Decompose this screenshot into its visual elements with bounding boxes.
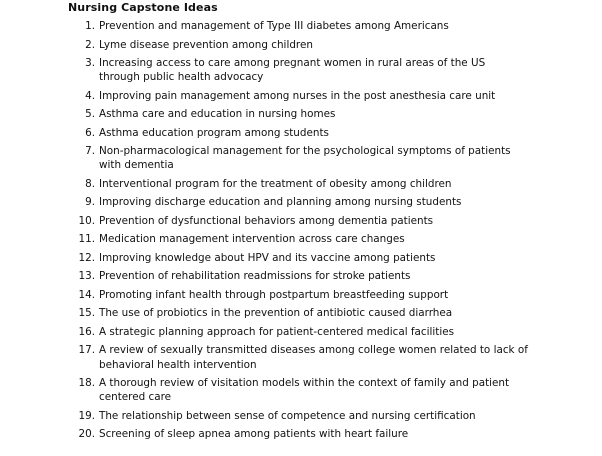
list-item: [0, 288, 602, 302]
list-item-number: 7.: [85, 145, 95, 158]
list-item: [0, 409, 602, 423]
list-item: [0, 376, 602, 404]
list-item: [0, 343, 602, 371]
list-item-text: Medication management intervention across care changes: [99, 233, 405, 246]
list-item-number: 12.: [78, 251, 95, 264]
list-item: [0, 38, 602, 52]
document-title: Nursing Capstone Ideas: [68, 1, 218, 14]
list-item-text: Improving discharge education and planning among nursing students: [99, 196, 462, 209]
list-item-text: A thorough review of visitation models within the context of family and patient centered care: [99, 377, 510, 404]
list-item-number: 5.: [85, 108, 95, 121]
list-item: [0, 427, 602, 441]
list-item: [0, 56, 602, 84]
list-item-number: 10.: [78, 214, 95, 227]
list-item-number: 6.: [85, 126, 95, 139]
list-item: [0, 251, 602, 265]
list-item-text: Improving pain management among nurses in the post anesthesia care unit: [99, 89, 496, 102]
list-item-text: The use of probiotics in the prevention of antibiotic caused diarrhea: [99, 307, 453, 320]
list-item-text: Prevention of rehabilitation readmissions for stroke patients: [99, 270, 411, 283]
list-item: [0, 144, 602, 172]
list-item-number: 1.: [85, 20, 95, 32]
list-item-text: Asthma education program among students: [99, 126, 329, 139]
list-item-text: Asthma care and education in nursing homes: [99, 108, 336, 121]
list-item: [0, 126, 602, 140]
list-item-number: 15.: [78, 307, 95, 320]
list-item: [0, 19, 602, 33]
list-item-number: 3.: [85, 57, 95, 69]
list-item: [0, 214, 602, 228]
capstone-ideas-list: [0, 19, 602, 446]
list-item: [0, 195, 602, 209]
list-item: [0, 325, 602, 339]
list-item-number: 9.: [85, 196, 95, 209]
list-item-number: 8.: [85, 177, 95, 190]
list-item-number: 13.: [78, 270, 95, 283]
list-item-number: 19.: [78, 409, 95, 422]
list-item: [0, 107, 602, 121]
list-item-text: Improving knowledge about HPV and its vaccine among patients: [99, 251, 436, 264]
list-item-number: 17.: [78, 344, 95, 357]
list-item-number: 4.: [85, 89, 95, 102]
list-item-text: A review of sexually transmitted diseases among college women related to lack of behavioral health intervention: [99, 344, 528, 371]
list-item: [0, 89, 602, 103]
list-item-text: Prevention and management of Type III diabetes among Americans: [99, 20, 449, 32]
list-item-number: 14.: [78, 288, 95, 301]
list-item: [0, 269, 602, 283]
list-item-text: Interventional program for the treatment of obesity among children: [99, 177, 452, 190]
list-item-text: Non-pharmacological management for the psychological symptoms of patients with dementia: [99, 145, 511, 172]
list-item-text: The relationship between sense of competence and nursing certification: [99, 409, 476, 422]
list-item-number: 11.: [78, 233, 95, 246]
list-item-text: Increasing access to care among pregnant women in rural areas of the US through public health advocacy: [99, 57, 486, 84]
list-item-text: Prevention of dysfunctional behaviors among dementia patients: [99, 214, 434, 227]
list-item-number: 2.: [85, 38, 95, 51]
list-item-number: 20.: [78, 428, 95, 441]
list-item-number: 16.: [78, 325, 95, 338]
list-item-text: Screening of sleep apnea among patients with heart failure: [99, 428, 409, 441]
list-item-text: Promoting infant health through postpartum breastfeeding support: [99, 288, 449, 301]
list-item: [0, 306, 602, 320]
list-item: [0, 232, 602, 246]
list-item-text: Lyme disease prevention among children: [99, 38, 313, 51]
list-item-text: A strategic planning approach for patient-centered medical facilities: [99, 325, 455, 338]
list-item-number: 18.: [78, 377, 95, 390]
list-item: [0, 177, 602, 191]
